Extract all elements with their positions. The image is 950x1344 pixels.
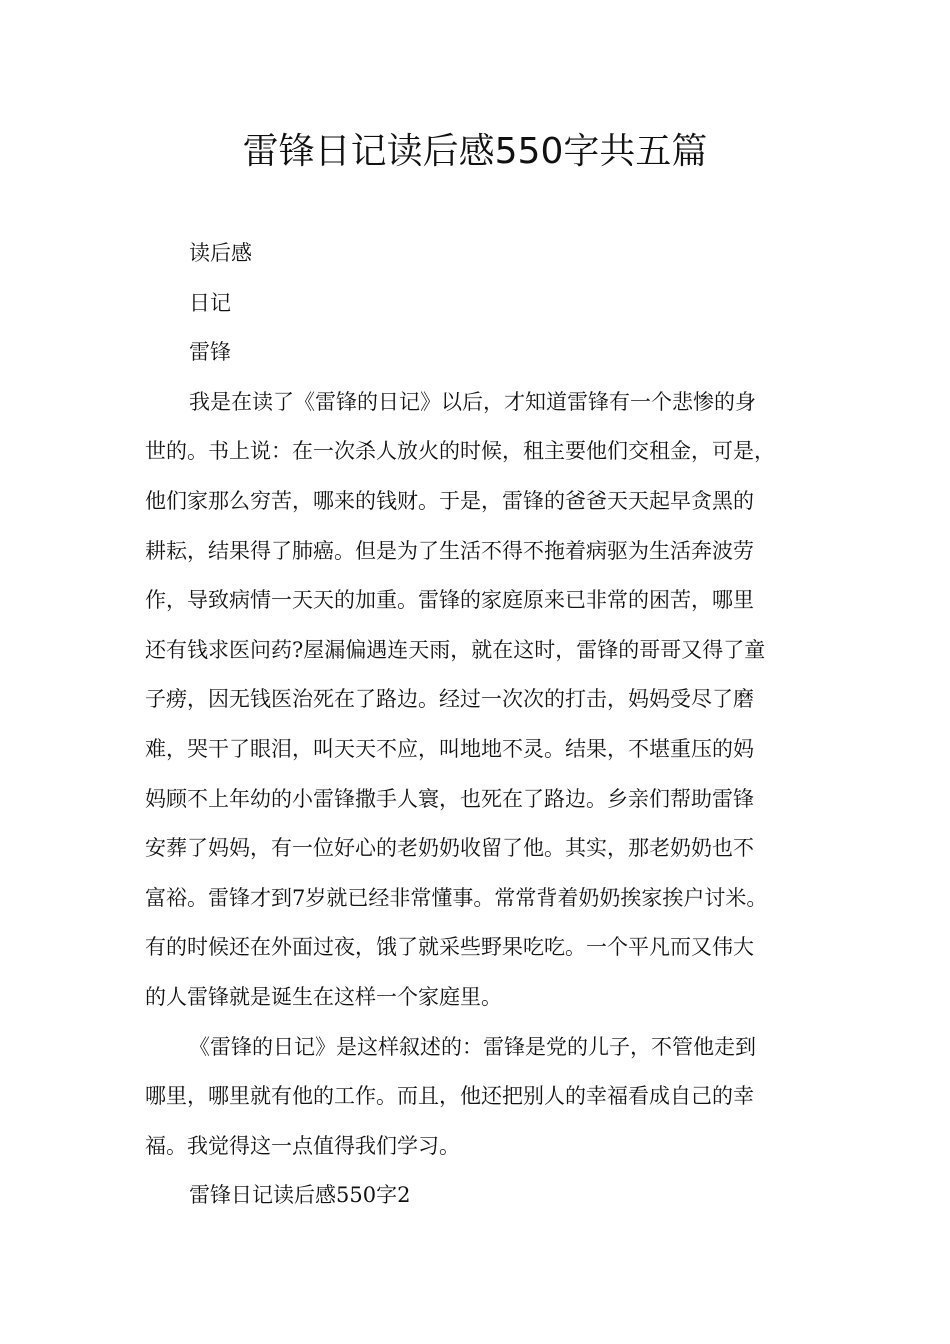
paragraph-line: 世的。书上说：在一次杀人放火的时候，租主要他们交租金，可是， [145, 439, 775, 464]
paragraph-line: 有的时候还在外面过夜，饿了就采些野果吃吃。一个平凡而又伟大 [145, 935, 754, 960]
paragraph-line: 哪里，哪里就有他的工作。而且，他还把别人的幸福看成自己的幸 [145, 1084, 754, 1109]
paragraph-line: 《雷锋的日记》是这样叙述的：雷锋是党的儿子，不管他走到 [189, 1034, 756, 1059]
keyword-diary: 日记 [189, 290, 231, 315]
paragraph-line: 福。我觉得这一点值得我们学习。 [145, 1133, 460, 1158]
paragraph-line: 难，哭干了眼泪，叫天天不应，叫地地不灵。结果，不堪重压的妈 [145, 736, 754, 761]
paragraph-line: 安葬了妈妈，有一位好心的老奶奶收留了他。其实，那老奶奶也不 [145, 836, 754, 861]
paragraph-line: 子痨，因无钱医治死在了路边。经过一次次的打击，妈妈受尽了磨 [145, 687, 754, 712]
next-section-heading: 雷锋日记读后感550字2 [189, 1183, 411, 1208]
keyword-leifeng: 雷锋 [189, 340, 231, 365]
keyword-reading: 读后感 [189, 241, 252, 265]
paragraph-line: 富裕。雷锋才到7岁就已经非常懂事。常常背着奶奶挨家挨户讨米。 [145, 885, 768, 910]
paragraph-line: 的人雷锋就是诞生在这样一个家庭里。 [145, 984, 502, 1009]
paragraph-2 [145, 1023, 825, 1172]
paragraph-line: 我是在读了《雷锋的日记》以后，才知道雷锋有一个悲惨的身 [189, 389, 756, 414]
paragraph-line: 还有钱求医问药?屋漏偏遇连天雨，就在这时，雷锋的哥哥又得了童 [145, 637, 766, 662]
paragraph-line: 他们家那么穷苦，哪来的钱财。于是，雷锋的爸爸天天起早贪黑的 [145, 488, 754, 513]
paragraph-line: 耕耘，结果得了肺癌。但是为了生活不得不拖着病驱为生活奔波劳 [145, 538, 754, 563]
document-body [145, 229, 825, 1221]
paragraph-1 [145, 378, 825, 1023]
paragraph-line: 妈顾不上年幼的小雷锋撒手人寰，也死在了路边。乡亲们帮助雷锋 [145, 786, 754, 811]
document-title: 雷锋日记读后感550字共五篇 [242, 131, 708, 172]
paragraph-line: 作，导致病情一天天的加重。雷锋的家庭原来已非常的困苦，哪里 [145, 588, 754, 613]
